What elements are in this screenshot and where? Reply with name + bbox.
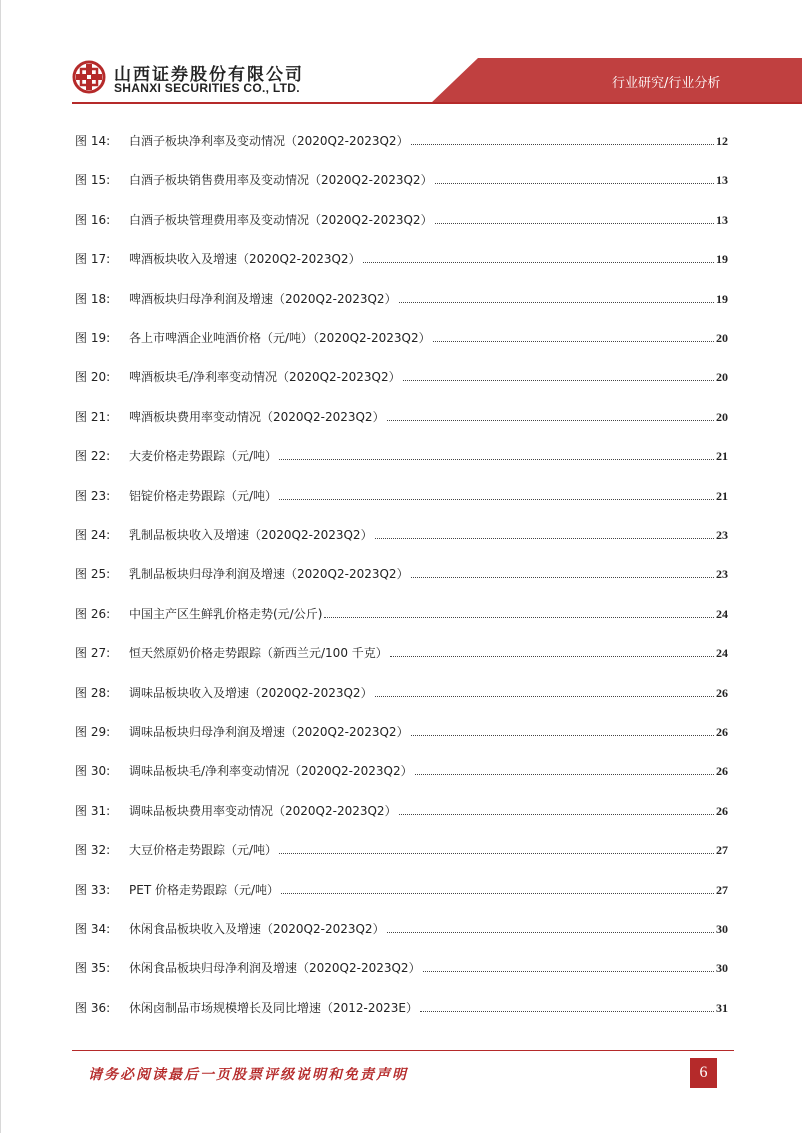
- dot-leader: [387, 931, 714, 933]
- page-ref: 24: [716, 606, 728, 621]
- figure-number: 图 24:: [75, 528, 111, 542]
- figure-title: 白酒子板块销售费用率及变动情况（2020Q2-2023Q2）: [129, 173, 433, 188]
- figure-number: 图 14:: [75, 134, 111, 148]
- figure-number: 图 25:: [75, 567, 111, 582]
- disclaimer-notice: 请务必阅读最后一页股票评级说明和免责声明: [88, 1067, 408, 1083]
- page-border: [0, 0, 1, 1133]
- figure-number: 图 33:: [75, 882, 111, 897]
- figure-title: 休闲卤制品市场规模增长及同比增速（2012-2023E）: [129, 1000, 418, 1015]
- figure-title: 白酒子板块净利率及变动情况（2020Q2-2023Q2）: [129, 134, 409, 148]
- figure-number: 图 30:: [75, 764, 111, 779]
- toc-row[interactable]: [75, 762, 728, 782]
- toc-row[interactable]: [75, 999, 728, 1019]
- dot-leader: [279, 498, 714, 500]
- page-ref: 13: [716, 212, 728, 227]
- figure-title: 恒天然原奶价格走势跟踪（新西兰元/100 千克）: [129, 646, 388, 661]
- page-ref: 24: [716, 646, 728, 661]
- figure-number: 图 17:: [75, 252, 111, 267]
- figure-title: 白酒子板块管理费用率及变动情况（2020Q2-2023Q2）: [129, 212, 433, 227]
- figure-number: 图 28:: [75, 685, 111, 700]
- figure-number: 图 15:: [75, 173, 111, 188]
- figure-number: 图 22:: [75, 449, 111, 464]
- page-ref: 26: [716, 803, 728, 818]
- toc-row[interactable]: [75, 487, 728, 507]
- page-ref: 19: [716, 291, 728, 306]
- toc-row[interactable]: [75, 881, 728, 901]
- dot-leader: [375, 695, 714, 697]
- dot-leader: [420, 1010, 714, 1012]
- dot-leader: [363, 261, 714, 263]
- figure-title: 休闲食品板块收入及增速（2020Q2-2023Q2）: [129, 922, 385, 936]
- dot-leader: [279, 852, 714, 854]
- company-name-en: SHANXI SECURITIES CO., LTD.: [114, 81, 300, 95]
- dot-leader: [399, 813, 714, 815]
- toc-row[interactable]: [75, 132, 728, 152]
- figure-title: PET 价格走势跟踪（元/吨）: [129, 882, 280, 897]
- figure-number: 图 31:: [75, 803, 111, 818]
- toc-row[interactable]: [75, 329, 728, 349]
- figure-title: 啤酒板块费用率变动情况（2020Q2-2023Q2）: [129, 409, 385, 424]
- figure-title: 休闲食品板块归母净利润及增速（2020Q2-2023Q2）: [129, 961, 421, 976]
- figure-number: 图 29:: [75, 725, 111, 739]
- page-ref: 19: [716, 252, 728, 267]
- dot-leader: [411, 734, 714, 736]
- page-ref: 13: [716, 173, 728, 188]
- toc-row[interactable]: [75, 211, 728, 231]
- figure-number: 图 35:: [75, 961, 111, 976]
- page-ref: 27: [716, 843, 728, 858]
- dot-leader: [387, 419, 714, 421]
- dot-leader: [390, 655, 714, 657]
- dot-leader: [281, 892, 714, 894]
- figure-number: 图 27:: [75, 646, 111, 661]
- toc-row[interactable]: [75, 565, 728, 585]
- toc-row[interactable]: [75, 802, 728, 822]
- page-ref: 12: [716, 134, 728, 148]
- toc-row[interactable]: [75, 526, 728, 546]
- page-ref: 21: [716, 449, 728, 464]
- figure-title: 大豆价格走势跟踪（元/吨）: [129, 843, 278, 858]
- toc-row[interactable]: [75, 644, 728, 664]
- footer-divider: [72, 1050, 734, 1051]
- dot-leader: [415, 773, 714, 775]
- figure-title: 啤酒板块毛/净利率变动情况（2020Q2-2023Q2）: [129, 370, 401, 385]
- page-ref: 20: [716, 331, 728, 345]
- toc-row[interactable]: [75, 959, 728, 979]
- header-divider: [72, 102, 802, 104]
- toc-row[interactable]: [75, 723, 728, 743]
- figure-title: 乳制品板块收入及增速（2020Q2-2023Q2）: [129, 528, 373, 542]
- figure-number: 图 16:: [75, 212, 111, 227]
- company-name-cn: 山西证券股份有限公司: [114, 65, 304, 85]
- page-ref: 27: [716, 882, 728, 897]
- page-ref: 23: [716, 567, 728, 582]
- dot-leader: [411, 143, 714, 145]
- page-ref: 31: [716, 1000, 728, 1015]
- figure-number: 图 21:: [75, 409, 111, 424]
- figure-title: 各上市啤酒企业吨酒价格（元/吨）（2020Q2-2023Q2）: [129, 331, 431, 345]
- page-ref: 30: [716, 961, 728, 976]
- figure-title: 啤酒板块归母净利润及增速（2020Q2-2023Q2）: [129, 291, 397, 306]
- dot-leader: [399, 301, 714, 303]
- toc-row[interactable]: [75, 684, 728, 704]
- figure-title: 铝锭价格走势跟踪（元/吨）: [129, 488, 278, 503]
- page-ref: 20: [716, 409, 728, 424]
- figure-title: 调味品板块收入及增速（2020Q2-2023Q2）: [129, 685, 373, 700]
- figure-title: 啤酒板块收入及增速（2020Q2-2023Q2）: [129, 252, 361, 267]
- page-ref: 20: [716, 370, 728, 385]
- figure-number: 图 26:: [75, 606, 111, 621]
- dot-leader: [423, 970, 714, 972]
- figure-title: 中国主产区生鲜乳价格走势(元/公斤): [129, 606, 323, 621]
- toc-row[interactable]: [75, 841, 728, 861]
- page-ref: 26: [716, 764, 728, 779]
- figure-title: 大麦价格走势跟踪（元/吨）: [129, 449, 278, 464]
- figure-title: 调味品板块归母净利润及增速（2020Q2-2023Q2）: [129, 725, 409, 739]
- page-number: 6: [690, 1058, 717, 1088]
- figure-title: 调味品板块费用率变动情况（2020Q2-2023Q2）: [129, 803, 397, 818]
- toc-row[interactable]: [75, 920, 728, 940]
- figure-number: 图 19:: [75, 331, 111, 345]
- toc-row[interactable]: [75, 250, 728, 270]
- figure-number: 图 20:: [75, 370, 111, 385]
- dot-leader: [435, 222, 714, 224]
- figure-number: 图 36:: [75, 1000, 111, 1015]
- dot-leader: [403, 379, 714, 381]
- page-ref: 23: [716, 528, 728, 542]
- page-ref: 26: [716, 725, 728, 739]
- toc-row[interactable]: [75, 447, 728, 467]
- figure-number: 图 34:: [75, 922, 111, 936]
- figure-number: 图 23:: [75, 488, 111, 503]
- dot-leader: [279, 458, 714, 460]
- toc-row[interactable]: [75, 368, 728, 388]
- dot-leader: [324, 616, 714, 618]
- dot-leader: [435, 182, 714, 184]
- dot-leader: [375, 537, 714, 539]
- report-category: 行业研究/行业分析: [612, 76, 721, 91]
- toc-row[interactable]: [75, 290, 728, 310]
- page-ref: 21: [716, 488, 728, 503]
- figure-title: 乳制品板块归母净利润及增速（2020Q2-2023Q2）: [129, 567, 409, 582]
- page-ref: 26: [716, 685, 728, 700]
- page-ref: 30: [716, 922, 728, 936]
- figure-title: 调味品板块毛/净利率变动情况（2020Q2-2023Q2）: [129, 764, 413, 779]
- dot-leader: [433, 340, 714, 342]
- page-header: [0, 0, 802, 110]
- toc-row[interactable]: [75, 408, 728, 428]
- toc-row[interactable]: [75, 605, 728, 625]
- dot-leader: [411, 576, 714, 578]
- figure-number: 图 32:: [75, 843, 111, 858]
- company-logo-icon: [72, 60, 106, 94]
- figure-number: 图 18:: [75, 291, 111, 306]
- toc-row[interactable]: [75, 171, 728, 191]
